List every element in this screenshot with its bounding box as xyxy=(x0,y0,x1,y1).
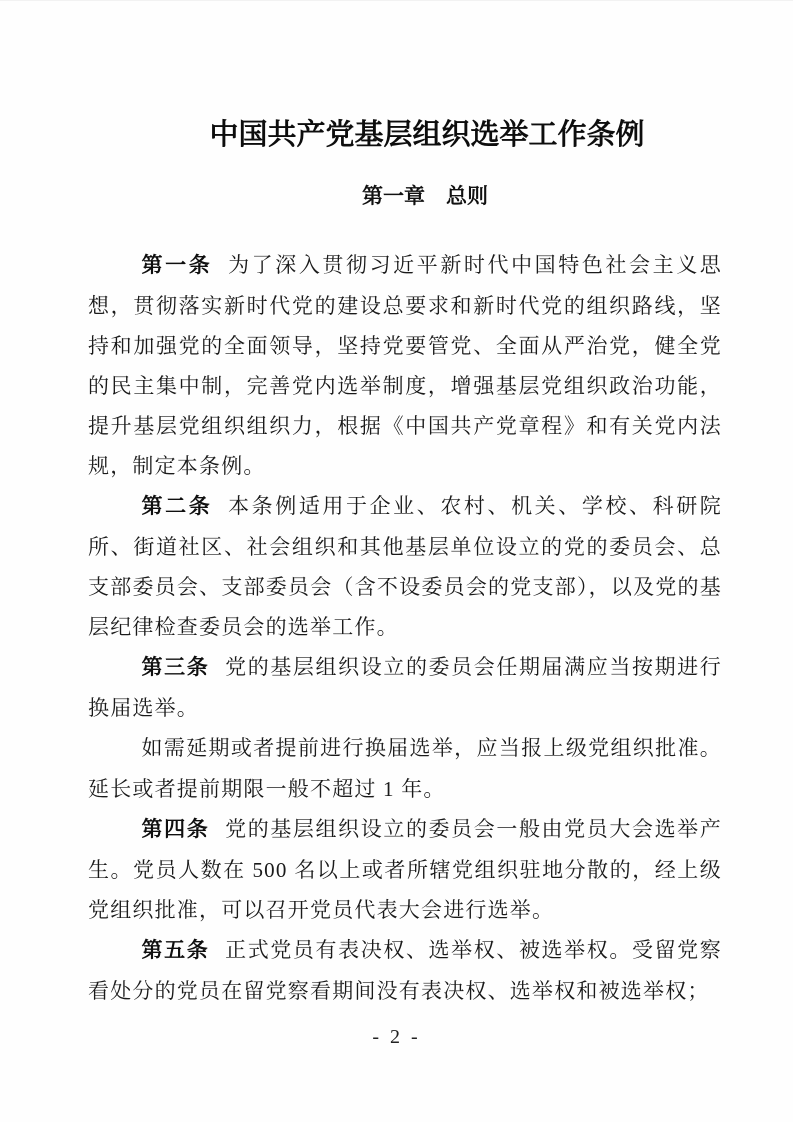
document-content xyxy=(88,1,722,1011)
article-label: 第五条 xyxy=(141,939,210,962)
paragraph-text: 党的基层组织设立的委员会任期届满应当按期进行换届选举。 xyxy=(88,655,722,720)
article-paragraph xyxy=(88,809,722,930)
chapter-heading: 第一章 总则 xyxy=(362,185,488,208)
paragraph-text: 正式党员有表决权、选举权、被选举权。受留党察看处分的党员在留党察看期间没有表决权、选举权和被选举权； xyxy=(88,938,722,1003)
document-body xyxy=(88,245,722,1011)
page-title: 中国共产党基层组织选举工作条例 xyxy=(209,119,645,151)
article-label: 第二条 xyxy=(141,495,213,518)
article-label: 第一条 xyxy=(141,254,213,277)
paragraph-text: 为了深入贯彻习近平新时代中国特色社会主义思想，贯彻落实新时代党的建设总要求和新时代党的组织路线，坚持和加强党的全面领导，坚持党要管党、全面从严治党，健全党的民主集中制，完善党内选举制度，增强基层党组织政治功能，提升基层党组织组织力，根据《中国共产党章程》和有关党内法规，制定本条例。 xyxy=(88,253,722,478)
article-paragraph xyxy=(88,930,722,1011)
page-number: - 2 - xyxy=(372,1026,421,1048)
paragraph-text: 如需延期或者提前进行换届选举，应当报上级党组织批准。延长或者提前期限一般不超过 1 年。 xyxy=(88,736,722,801)
article-paragraph xyxy=(88,245,722,486)
article-label: 第四条 xyxy=(141,818,210,841)
paragraph-text: 本条例适用于企业、农村、机关、学校、科研院所、街道社区、社会组织和其他基层单位设立的党的委员会、总支部委员会、支部委员会（含不设委员会的党支部），以及党的基层纪律检查委员会的选举工作。 xyxy=(88,494,722,639)
article-paragraph xyxy=(88,647,722,728)
article-paragraph xyxy=(88,486,722,647)
article-paragraph xyxy=(88,728,722,809)
article-label: 第三条 xyxy=(141,656,210,679)
paragraph-text: 党的基层组织设立的委员会一般由党员大会选举产生。党员人数在 500 名以上或者所辖党组织驻地分散的，经上级党组织批准，可以召开党员代表大会进行选举。 xyxy=(88,817,722,922)
